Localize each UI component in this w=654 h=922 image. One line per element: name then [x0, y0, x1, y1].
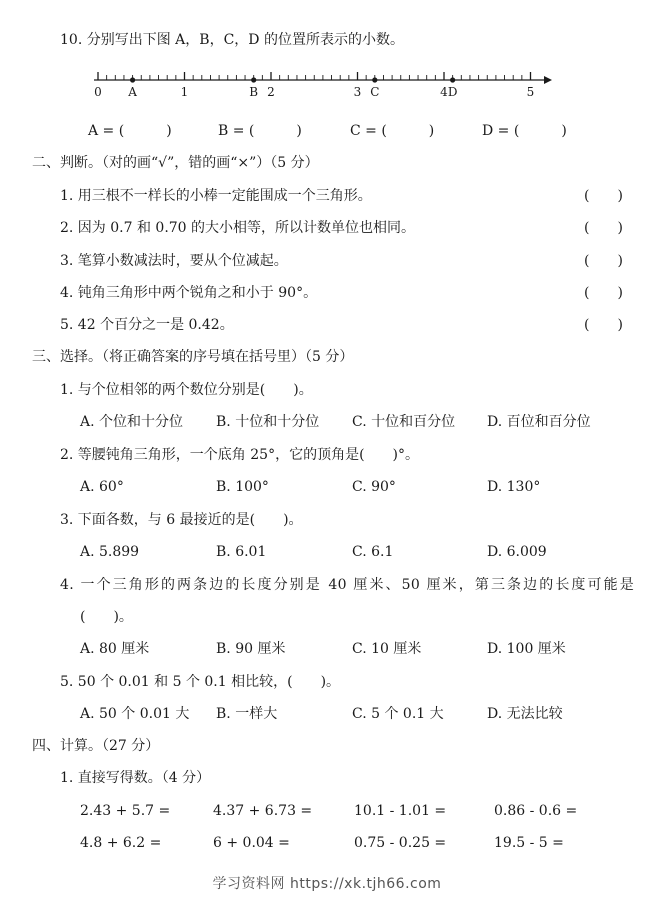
section-4-heading: 四、计算。（27 分） — [32, 738, 160, 754]
choice-q1-option-d[interactable]: D. 百位和百分位 — [487, 414, 591, 430]
judge-item-2: 2. 因为 0.7 和 0.70 的大小相等，所以计数单位也相同。 — [60, 220, 416, 236]
judge-answer-5[interactable]: ( ) — [584, 317, 623, 333]
calc-item[interactable]: 6 + 0.04 = — [213, 835, 290, 851]
choice-q5-option-c[interactable]: C. 5 个 0.1 大 — [352, 706, 444, 722]
calc-item[interactable]: 4.37 + 6.73 = — [213, 803, 313, 819]
number-line-point — [372, 77, 377, 82]
choice-q3-option-c[interactable]: C. 6.1 — [352, 544, 394, 560]
answer-c[interactable]: C = ( ) — [350, 123, 435, 139]
judge-answer-2[interactable]: ( ) — [584, 220, 623, 236]
calc-item[interactable]: 19.5 - 5 = — [494, 835, 564, 851]
number-line-int-label: 2 — [267, 85, 275, 99]
choice-q4-option-b[interactable]: B. 90 厘米 — [216, 641, 286, 657]
calc-item[interactable]: 0.86 - 0.6 = — [494, 803, 578, 819]
calc-item[interactable]: 2.43 + 5.7 = — [80, 803, 171, 819]
number-line-int-label: 5 — [526, 85, 535, 99]
number-line-int-label: 3 — [353, 85, 362, 99]
choice-q3-option-b[interactable]: B. 6.01 — [216, 544, 267, 560]
judge-item-5: 5. 42 个百分之一是 0.42。 — [60, 317, 234, 333]
choice-q1-option-b[interactable]: B. 十位和十分位 — [216, 414, 320, 430]
judge-answer-3[interactable]: ( ) — [584, 253, 623, 269]
choice-q2-option-d[interactable]: D. 130° — [487, 479, 541, 495]
number-line-point — [450, 77, 455, 82]
choice-q3: 3. 下面各数，与 6 最接近的是( )。 — [60, 512, 303, 528]
choice-q1-option-a[interactable]: A. 个位和十分位 — [80, 414, 184, 430]
choice-q1: 1. 与个位相邻的两个数位分别是( )。 — [60, 382, 313, 398]
choice-q4-option-d[interactable]: D. 100 厘米 — [487, 641, 566, 657]
choice-q2-option-a[interactable]: A. 60° — [80, 479, 124, 495]
choice-q3-option-d[interactable]: D. 6.009 — [487, 544, 547, 560]
judge-item-3: 3. 笔算小数减法时，要从个位减起。 — [60, 253, 288, 269]
calc-item[interactable]: 10.1 - 1.01 = — [354, 803, 447, 819]
choice-q3-option-a[interactable]: A. 5.899 — [80, 544, 140, 560]
choice-q4-option-c[interactable]: C. 10 厘米 — [352, 641, 422, 657]
choice-q5-option-b[interactable]: B. 一样大 — [216, 706, 278, 722]
footer-watermark: 学习资料网 https://xk.tjh66.com — [212, 876, 442, 892]
number-line-arrow — [544, 76, 552, 84]
judge-answer-1[interactable]: ( ) — [584, 188, 623, 204]
answer-a[interactable]: A = ( ) — [88, 123, 172, 139]
choice-q2-option-c[interactable]: C. 90° — [352, 479, 396, 495]
answer-d[interactable]: D = ( ) — [482, 123, 567, 139]
choice-q5: 5. 50 个 0.01 和 5 个 0.1 相比较，( )。 — [60, 674, 341, 690]
section-2-heading: 二、判断。（对的画“√”，错的画“×”）（5 分） — [32, 155, 319, 171]
section-3-heading: 三、选择。（将正确答案的序号填在括号里）（5 分） — [32, 349, 354, 365]
judge-answer-4[interactable]: ( ) — [584, 285, 623, 301]
number-line-point-label: C — [370, 85, 380, 99]
number-line-point — [130, 77, 135, 82]
choice-q4-blank[interactable]: ( )。 — [80, 609, 133, 625]
calc-item[interactable]: 0.75 - 0.25 = — [354, 835, 447, 851]
calc-sub-heading: 1. 直接写得数。（4 分） — [60, 770, 211, 786]
answer-b[interactable]: B = ( ) — [218, 123, 302, 139]
q10-title: 10. 分别写出下图 A，B，C，D 的位置所表示的小数。 — [60, 32, 404, 48]
number-line-int-label: 4 — [440, 85, 448, 99]
choice-q4: 4. 一个三角形的两条边的长度分别是 40 厘米、50 厘米，第三条边的长度可能是 — [60, 577, 634, 593]
judge-item-1: 1. 用三根不一样长的小棒一定能围成一个三角形。 — [60, 188, 372, 204]
number-line-point — [251, 77, 256, 82]
choice-q2: 2. 等腰钝角三角形，一个底角 25°，它的顶角是( )°。 — [60, 447, 419, 463]
choice-q2-option-b[interactable]: B. 100° — [216, 479, 269, 495]
judge-item-4: 4. 钝角三角形中两个锐角之和小于 90°。 — [60, 285, 318, 301]
number-line-int-label: 0 — [94, 85, 102, 99]
number-line-point-label: A — [128, 85, 137, 99]
choice-q5-option-a[interactable]: A. 50 个 0.01 大 — [80, 706, 190, 722]
number-line-point-label: D — [447, 85, 458, 99]
choice-q5-option-d[interactable]: D. 无法比较 — [487, 706, 563, 722]
number-line-point-label: B — [249, 85, 259, 99]
choice-q1-option-c[interactable]: C. 十位和百分位 — [352, 414, 456, 430]
calc-item[interactable]: 4.8 + 6.2 = — [80, 835, 162, 851]
number-line-int-label: 1 — [180, 85, 189, 99]
choice-q4-option-a[interactable]: A. 80 厘米 — [80, 641, 150, 657]
